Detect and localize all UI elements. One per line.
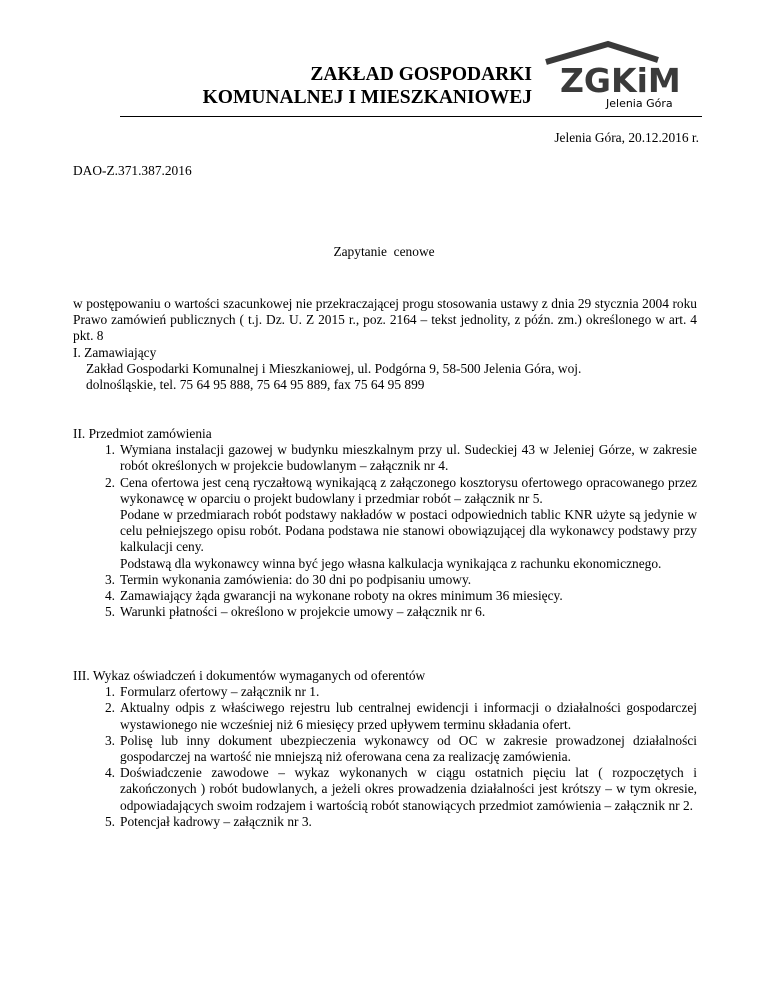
list-item [73, 588, 697, 604]
list-item [73, 572, 697, 588]
section-contracting-authority [73, 345, 697, 394]
item-text-note: Podane w przedmiarach robót podstawy nakładów w postaci odpowiednich tablic KNR użyte są jedynie w celu pełniejszego opisu robót. Podana podstawa nie stanowi obowiązującej dla wykonawcy podstawy przy kalkulacji ceny. [120, 507, 697, 555]
list-item [73, 442, 697, 474]
item-number: 3. [104, 732, 115, 748]
document-title: Zapytanie cenowe [333, 244, 435, 259]
item-text: Polisę lub inny dokument ubezpieczenia wykonawcy od OC w zakresie prowadzonej działalności gospodarczej na wartość nie mniejszą niż oferowana cena za realizację zamówienia. [120, 732, 697, 765]
item-text: Zamawiający żąda gwarancji na wykonane roboty na okres minimum 36 miesięcy. [120, 588, 563, 604]
section-heading: I. Zamawiający [73, 345, 157, 360]
organization-name [120, 63, 532, 109]
list-item [73, 604, 697, 620]
organization-name-line-1: ZAKŁAD GOSPODARKI [310, 64, 532, 85]
item-text: Wymiana instalacji gazowej w budynku mieszkalnym przy ul. Sudeckiej 43 w Jeleniej Górze, w zakresie robót określonych w projekcie budowlanym – załącznik nr 4. [120, 442, 697, 474]
contracting-authority-details: Zakład Gospodarki Komunalnej i Mieszkaniowej, ul. Podgórna 9, 58-500 Jelenia Góra, woj. dolnośląskie, tel. 75 64 95 888, 75 64 95 889, fax 75 64 95 899 [86, 361, 582, 393]
item-number: 2. [104, 474, 115, 490]
section-heading: III. Wykaz oświadczeń i dokumentów wymaganych od oferentów [73, 668, 426, 683]
header-divider [120, 116, 702, 117]
item-text: Cena ofertowa jest ceną ryczałtową wynikającą z załączonego kosztorysu ofertowego opracowanego przez wykonawcę w oparciu o projekt budowlany i przedmiar robót – załącznik nr 5. [120, 474, 697, 506]
intro-paragraph: w postępowaniu o wartości szacunkowej nie przekraczającej progu stosowania ustawy z dnia 29 stycznia 2004 roku Prawo zamówień publicznych ( t.j. Dz. U. Z 2015 r., poz. 2164 – tekst jednolity, z późn. zm.) określonego w art. 4 pkt. 8 [73, 296, 697, 344]
item-number: 4. [104, 765, 115, 781]
list-item [73, 814, 697, 830]
organization-name-line-2: KOMUNALNEJ I MIESZKANIOWEJ [202, 87, 532, 108]
list-item [73, 765, 697, 814]
item-text: Potencjał kadrowy – załącznik nr 3. [120, 813, 312, 829]
item-number: 5. [104, 604, 115, 620]
logo-wordmark: ZGKiM [560, 61, 681, 100]
logo-roof-shape [546, 44, 658, 62]
item-text: Termin wykonania zamówienia: do 30 dni po podpisaniu umowy. [120, 571, 472, 587]
section-required-documents [73, 668, 697, 830]
place-and-date: Jelenia Góra, 20.12.2016 r. [554, 130, 699, 145]
section-subject-of-order [73, 426, 697, 620]
list-item [73, 475, 697, 572]
item-text: Formularz ofertowy – załącznik nr 1. [120, 684, 320, 700]
list-item [73, 700, 697, 732]
item-number: 1. [104, 442, 115, 458]
subject-list [73, 442, 697, 620]
item-text: Doświadczenie zawodowe – wykaz wykonanych w ciągu ostatnich pięciu lat ( rozpoczętych i zakończonych ) robót budowlanych, a jeżeli okres prowadzenia działalności jest krótszy – w tym okresie, odpowiadających swoim rodzajem i wartością robót stanowiących przedmiot zamówienia – załącznik nr 2. [120, 765, 697, 813]
documents-list [73, 684, 697, 830]
item-text-note: Podstawą dla wykonawcy winna być jego własna kalkulacja wynikająca z rachunku ekonomicznego. [120, 555, 662, 571]
zgkim-logo [540, 40, 700, 110]
section-heading: II. Przedmiot zamówienia [73, 426, 212, 441]
list-item [73, 733, 697, 765]
list-item [73, 684, 697, 700]
item-number: 5. [104, 813, 115, 829]
item-number: 3. [104, 571, 115, 587]
item-number: 2. [104, 700, 115, 716]
item-number: 1. [104, 684, 115, 700]
item-number: 4. [104, 588, 115, 604]
item-text: Warunki płatności – określono w projekcie umowy – załącznik nr 6. [120, 604, 486, 620]
item-text: Aktualny odpis z właściwego rejestru lub centralnej ewidencji i informacji o działalności gospodarczej wystawionego nie wcześniej niż 6 miesięcy przed upływem terminu składania ofert. [120, 700, 697, 732]
reference-number: DAO-Z.371.387.2016 [73, 163, 192, 178]
logo-subtitle: Jelenia Góra [606, 97, 673, 110]
